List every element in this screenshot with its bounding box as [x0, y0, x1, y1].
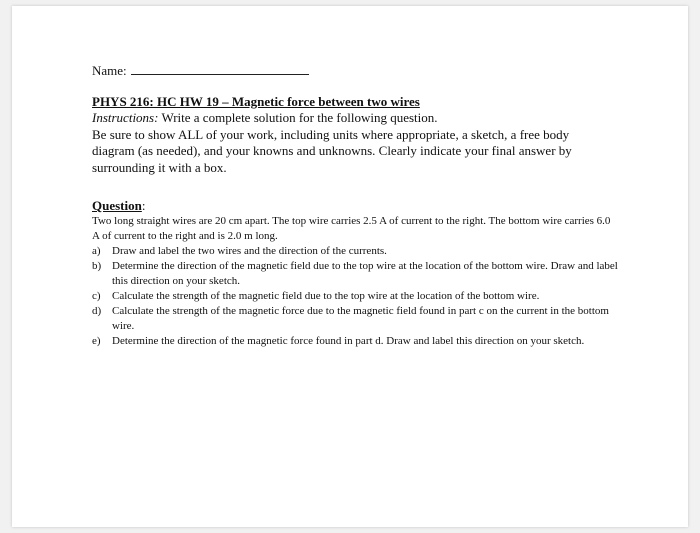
instructions-line: [92, 110, 602, 127]
document-page: [12, 6, 688, 527]
part-letter: a): [92, 245, 101, 257]
instructions: [92, 110, 602, 176]
part-letter: e): [92, 335, 101, 347]
question-heading-colon: :: [141, 198, 146, 213]
name-line: [92, 63, 309, 79]
question-heading: [92, 198, 145, 214]
assignment-title: PHYS 216: HC HW 19 – Magnetic force between two wires: [92, 94, 420, 109]
question-parts-list: [92, 244, 622, 349]
part-letter: b): [92, 260, 102, 272]
part-letter: c): [92, 290, 101, 302]
instructions-paragraph: Be sure to show ALL of your work, including units where appropriate, a sketch, a free body diagram (as needed), and your knowns and unknowns. Clearly indicate your final answer by surrounding it with a box.: [92, 126, 572, 175]
name-blank-line: [131, 73, 309, 75]
question-heading-text: Question: [92, 198, 142, 213]
part-text: Draw and label the two wires and the direction of the currents.: [112, 245, 387, 257]
question-part: [92, 289, 622, 304]
part-text: Determine the direction of the magnetic field due to the top wire at the location of the bottom wire. Draw and label this direction on your sketch.: [112, 260, 618, 287]
question-part: [92, 259, 622, 289]
question-part: [92, 304, 622, 334]
part-letter: d): [92, 305, 102, 317]
question-part: [92, 334, 622, 349]
part-text: Calculate the strength of the magnetic force due to the magnetic field found in part c on the current in the bottom wire.: [112, 305, 609, 332]
question-part: [92, 244, 622, 259]
instructions-label: Instructions:: [92, 110, 159, 125]
part-text: Determine the direction of the magnetic force found in part d. Draw and label this direction on your sketch.: [112, 335, 585, 347]
part-text: Calculate the strength of the magnetic field due to the top wire at the location of the bottom wire.: [112, 290, 540, 302]
instructions-text: Write a complete solution for the following question.: [158, 110, 438, 125]
name-label: Name:: [92, 63, 127, 78]
question-intro: Two long straight wires are 20 cm apart. The top wire carries 2.5 A of current to the right. The bottom wire carries 6.0 A of current to the right and is 2.0 m long.: [92, 215, 611, 242]
